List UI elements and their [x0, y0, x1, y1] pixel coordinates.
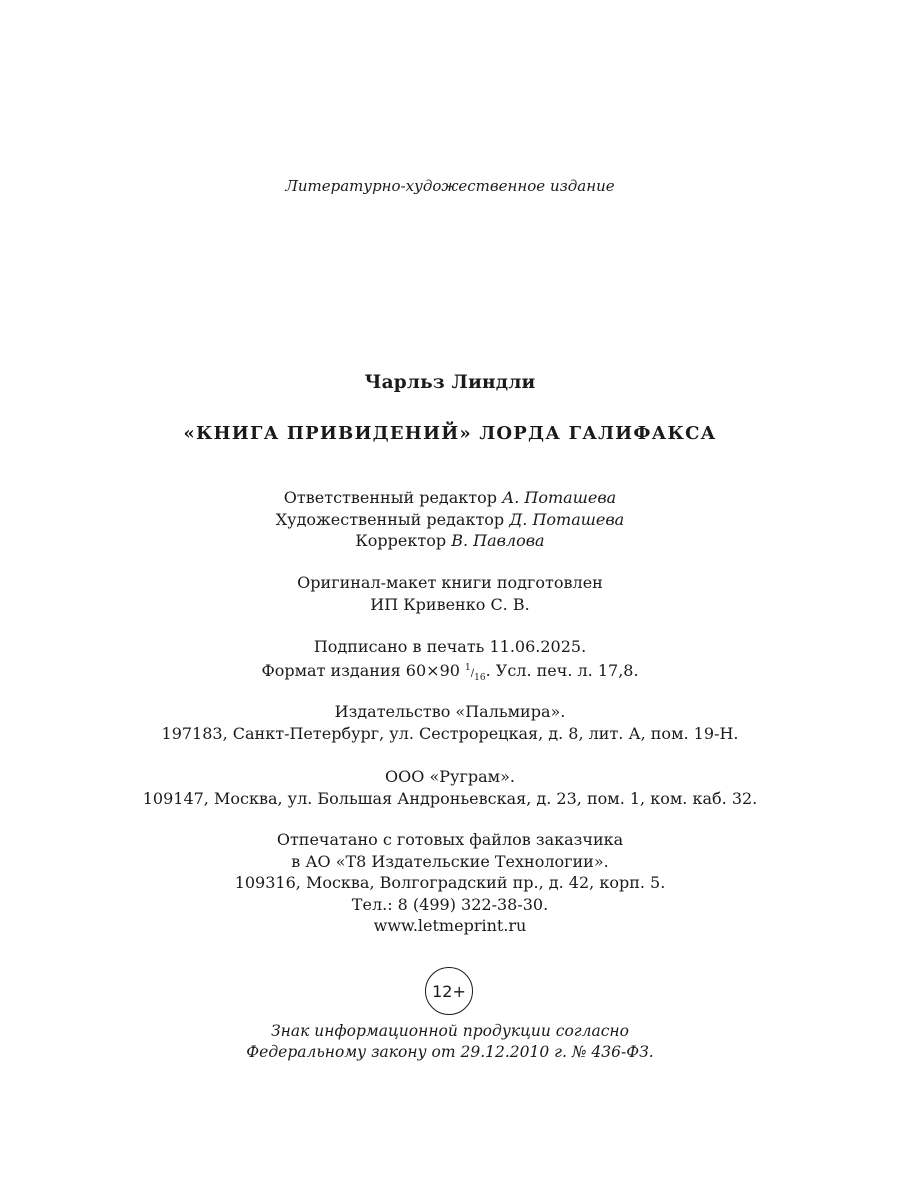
printer-line: Отпечатано с готовых файлов заказчика [276, 830, 624, 849]
publisher-block [0, 701, 900, 744]
credit-role: Ответственный редактор [283, 488, 498, 507]
printer-website: www.letmeprint.ru [373, 916, 527, 935]
printer-address: 109316, Москва, Волгоградский пр., д. 42, корп. 5. [234, 873, 666, 892]
credit-role: Художественный редактор [275, 509, 505, 529]
age-rating-badge [425, 967, 473, 1015]
series-label: Литературно-художественное издание [285, 177, 615, 195]
format-fraction: $^1/_{16}$ [465, 662, 486, 683]
credit-line [0, 509, 900, 531]
age-rating-text: 12+ [432, 981, 466, 1001]
format-prefix: Формат издания 60×90 [261, 660, 460, 680]
book-title: «КНИГА ПРИВИДЕНИЙ» ЛОРДА ГАЛИФАКСА [183, 423, 717, 444]
printer-block [0, 829, 900, 937]
layout-line: Оригинал-макет книги подготовлен [297, 573, 603, 592]
distributor-block [0, 766, 900, 809]
credit-role: Корректор [355, 531, 447, 550]
credit-line [0, 487, 900, 509]
notice-line: Федеральному закону от 29.12.2010 г. № 436-ФЗ. [246, 1043, 654, 1061]
printer-line: в АО «Т8 Издательские Технологии». [291, 851, 609, 871]
credit-person: А. Поташева [502, 488, 617, 507]
format-numerator: 1 [465, 662, 471, 673]
layout-line: ИП Кривенко С. В. [370, 594, 530, 614]
format-line [0, 658, 900, 690]
credit-person: В. Павлова [451, 531, 545, 550]
publisher-name: Издательство «Пальмира». [334, 702, 566, 721]
distributor-address: 109147, Москва, ул. Большая Андроньевская, д. 23, пом. 1, ком. каб. 32. [142, 788, 758, 808]
print-info-block [0, 636, 900, 689]
credit-person: Д. Поташева [509, 509, 625, 529]
signed-date: Подписано в печать 11.06.2025. [313, 637, 587, 656]
layout-block [0, 572, 900, 615]
printer-phone: Тел.: 8 (499) 322-38-30. [351, 894, 549, 914]
author-name: Чарльз Линдли [364, 372, 536, 393]
publisher-address: 197183, Санкт-Петербург, ул. Сестрорецкая, д. 8, лит. А, пом. 19-Н. [161, 723, 739, 743]
distributor-name: ООО «Руграм». [385, 767, 515, 786]
notice-line: Знак информационной продукции согласно [271, 1022, 629, 1040]
format-denominator: 16 [474, 672, 486, 683]
credit-line [0, 530, 900, 552]
credits-block [0, 487, 900, 552]
info-product-notice [0, 1021, 900, 1063]
format-suffix: . Усл. печ. л. 17,8. [485, 660, 639, 680]
